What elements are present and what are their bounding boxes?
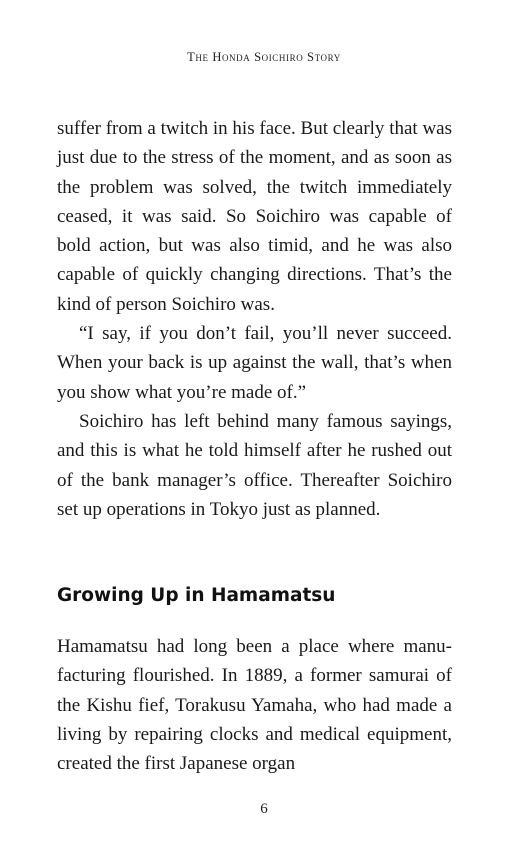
paragraph: Soichiro has left behind many famous sayings, and this is what he told himself after he rushed out of the bank manager’s office. Thereafter Soichiro set up operations in Tokyo just as planned. [57,410,452,520]
paragraph: Hamamatsu had long been a place where manufacturing flourished. In 1889, a former samurai of the Kishu fief, Torakusu Yamaha, who had made a living by repairing clocks and medical equipment, created the first Japanese organ [57,636,452,775]
page-number: 6 [260,801,268,817]
section-heading: Growing Up in Hamamatsu [57,585,336,606]
body-text-bottom [57,632,452,778]
body-text-top [57,114,452,524]
quote-paragraph: “I say, if you don’t fail, you’ll never succeed. When your back is up against the wall, that’s when you show what you’re made of.” [57,323,452,403]
running-header: The Honda Soichiro Story [187,50,341,64]
paragraph: suffer from a twitch in his face. But clearly that was just due to the stress of the moment, and as soon as the problem was solved, the twitch immediately ceased, it was said. So Soichiro was capable of bold action, but was also timid, and he was also capable of quickly changing directions. That’s the kind of person Soichiro was. [57,118,452,315]
